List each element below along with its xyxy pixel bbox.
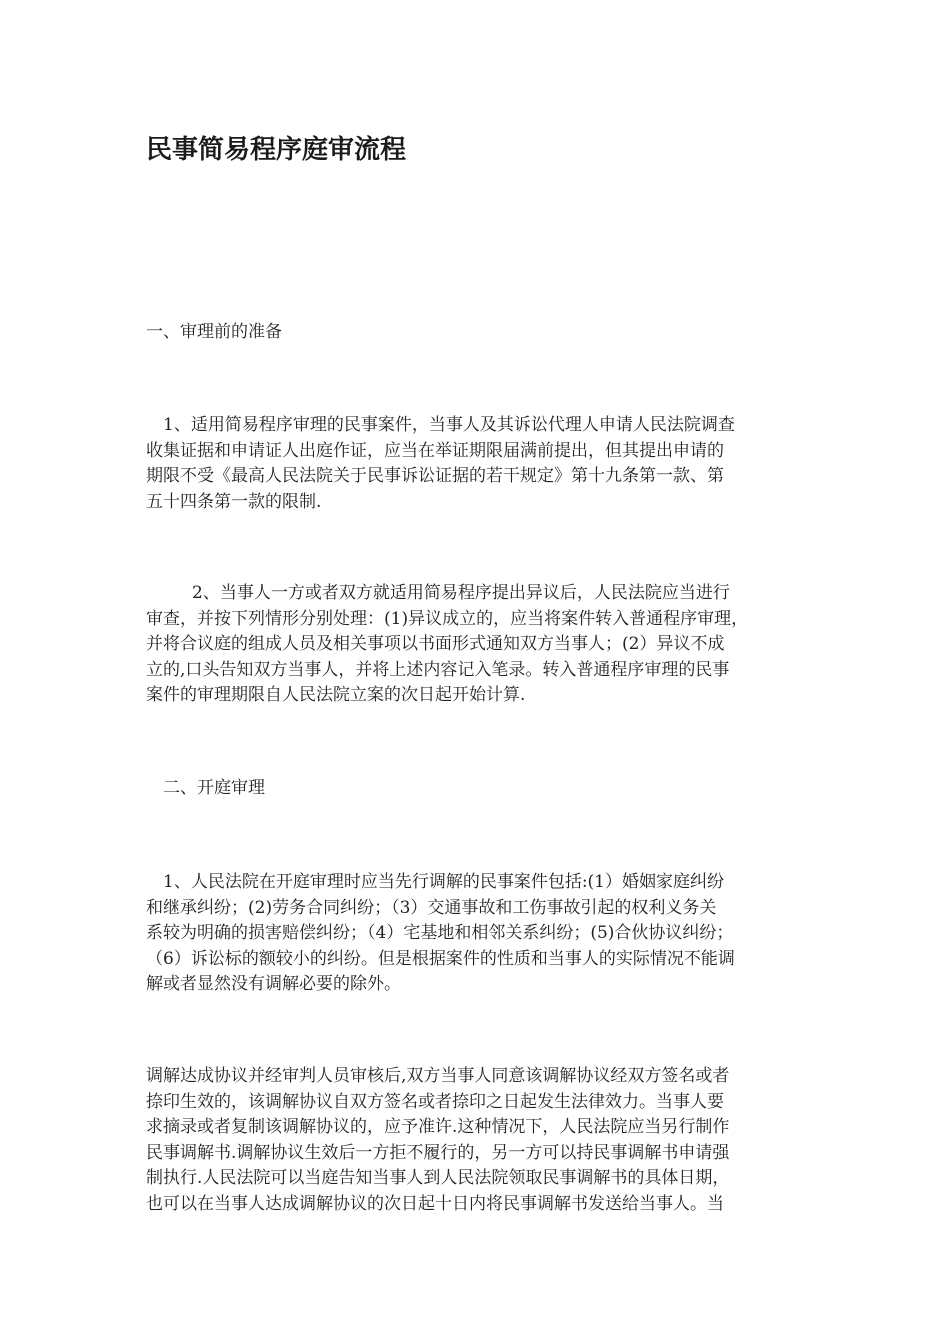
paragraph-line: 民事调解书.调解协议生效后一方拒不履行的，另一方可以持民事调解书申请强: [146, 1142, 730, 1163]
paragraph-line: 1、适用简易程序审理的民事案件，当事人及其诉讼代理人申请人民法院调查: [163, 415, 735, 435]
section-heading-2: 二、开庭审理: [163, 778, 265, 798]
paragraph-line: 并将合议庭的组成人员及相关事项以书面形式通知双方当事人；(2）异议不成: [146, 634, 725, 654]
paragraph-line: 也可以在当事人达成调解协议的次日起十日内将民事调解书发送给当事人。当: [146, 1193, 724, 1214]
paragraph-line: 调解达成协议并经审判人员审核后,双方当事人同意该调解协议经双方签名或者: [146, 1066, 730, 1086]
paragraph-line: 期限不受《最高人民法院关于民事诉讼证据的若干规定》第十九条第一款、第: [146, 466, 724, 486]
paragraph-line: 2、当事人一方或者双方就适用简易程序提出异议后，人民法院应当进行: [192, 583, 730, 603]
paragraph-line: 制执行.人民法院可以当庭告知当事人到人民法院领取民事调解书的具体日期，: [146, 1168, 730, 1188]
paragraph-line: 求摘录或者复制该调解协议的，应予准许.这种情况下，人民法院应当另行制作: [146, 1117, 730, 1137]
paragraph-line: （6）诉讼标的额较小的纠纷。但是根据案件的性质和当事人的实际情况不能调: [146, 948, 735, 969]
paragraph-1: [146, 413, 810, 515]
paragraph-3: [146, 870, 810, 998]
paragraph-line: 解或者显然没有调解必要的除外。: [146, 974, 401, 994]
paragraph-line: 和继承纠纷；(2)劳务合同纠纷；（3）交通事故和工伤事故引起的权利义务关: [146, 897, 717, 918]
paragraph-line: 五十四条第一款的限制.: [146, 491, 322, 512]
paragraph-line: 立的,口头告知双方当事人，并将上述内容记入笔录。转入普通程序审理的民事: [146, 659, 730, 680]
paragraph-line: 审查，并按下列情形分别处理：(1)异议成立的，应当将案件转入普通程序审理，: [146, 608, 749, 629]
paragraph-line: 系较为明确的损害赔偿纠纷；（4）宅基地和相邻关系纠纷；(5)合伙协议纠纷；: [146, 923, 734, 943]
paragraph-line: 1、人民法院在开庭审理时应当先行调解的民事案件包括:(1）婚姻家庭纠纷: [163, 872, 724, 892]
paragraph-line: 收集证据和申请证人出庭作证，应当在举证期限届满前提出，但其提出申请的: [146, 440, 724, 461]
paragraph-2: [146, 581, 810, 709]
section-heading-1: 一、审理前的准备: [146, 322, 282, 342]
paragraph-line: 捺印生效的，该调解协议自双方签名或者捺印之日起发生法律效力。当事人要: [146, 1091, 724, 1112]
paragraph-4: [146, 1064, 810, 1217]
document-title: 民事简易程序庭审流程: [146, 135, 407, 165]
paragraph-line: 案件的审理期限自人民法院立案的次日起开始计算.: [146, 685, 526, 705]
